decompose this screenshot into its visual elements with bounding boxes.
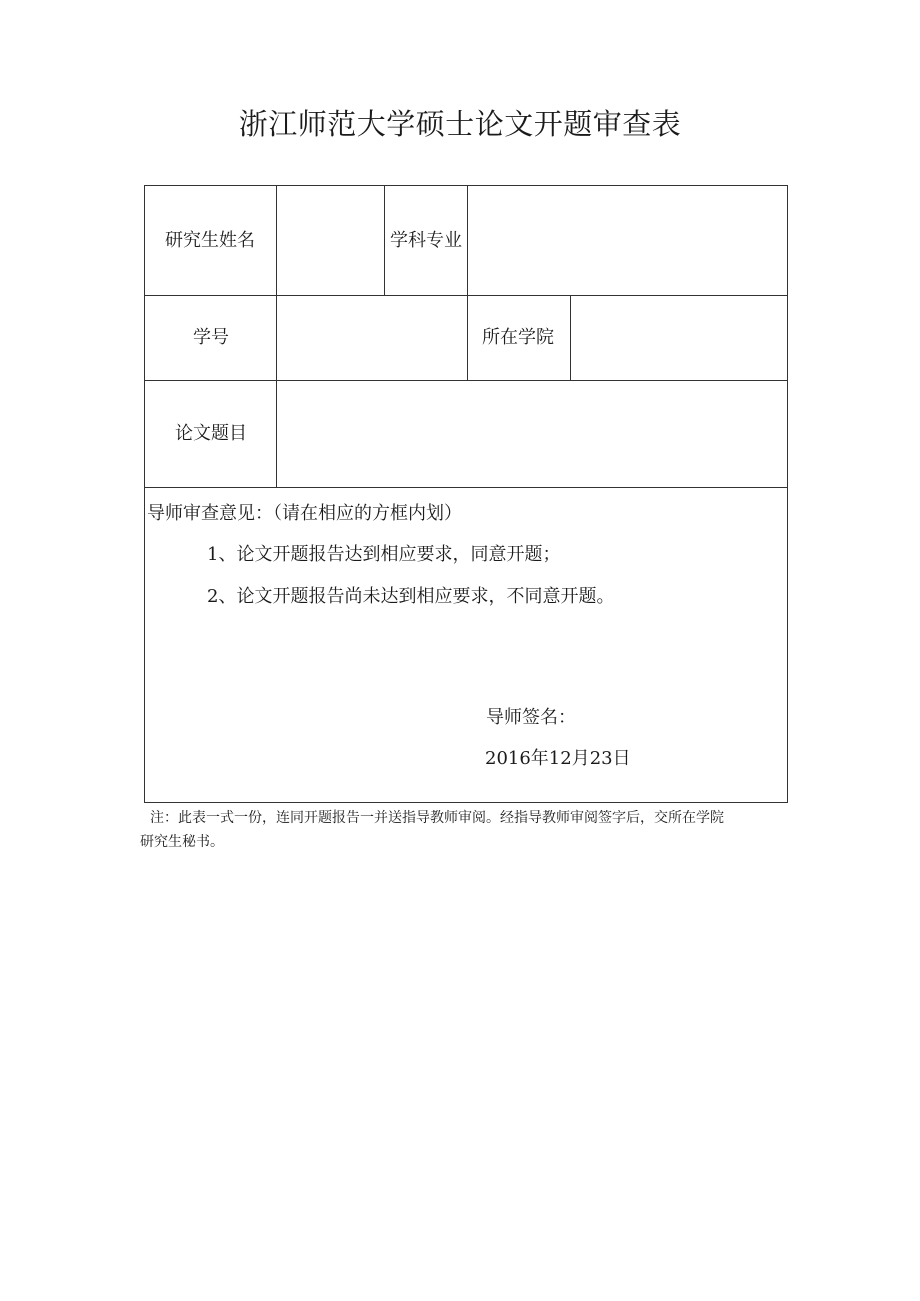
column-divider bbox=[276, 380, 277, 487]
note-line-1: 注：此表一式一份，连同开题报告一并送指导教师审阅。经指导教师审阅签字后，交所在学院 bbox=[150, 810, 724, 826]
column-divider bbox=[570, 295, 571, 380]
row-divider bbox=[145, 380, 787, 381]
review-option-agree: 1、论文开题报告达到相应要求，同意开题； bbox=[207, 544, 561, 565]
supervisor-signature-label: 导师签名： bbox=[486, 707, 576, 728]
review-form-table bbox=[144, 185, 788, 803]
column-divider bbox=[276, 186, 277, 295]
thesis-title-label: 论文题目 bbox=[175, 423, 247, 444]
note-line-2: 研究生秘书。 bbox=[140, 834, 224, 850]
column-divider bbox=[276, 295, 277, 380]
major-label: 学科专业 bbox=[390, 230, 462, 251]
form-note bbox=[140, 806, 790, 854]
column-divider bbox=[384, 186, 385, 295]
row-divider bbox=[145, 487, 787, 488]
student-name-label: 研究生姓名 bbox=[165, 230, 255, 251]
student-id-label: 学号 bbox=[193, 327, 229, 348]
column-divider bbox=[467, 295, 468, 380]
column-divider bbox=[467, 186, 468, 295]
review-heading: 导师审查意见：（请在相应的方框内划） bbox=[147, 503, 462, 524]
college-label: 所在学院 bbox=[482, 327, 554, 348]
review-option-disagree: 2、论文开题报告尚未达到相应要求，不同意开题。 bbox=[207, 586, 615, 607]
page-title: 浙江师范大学硕士论文开题审查表 bbox=[238, 107, 682, 141]
row-divider bbox=[145, 295, 787, 296]
review-date: 2016年12月23日 bbox=[485, 748, 631, 769]
